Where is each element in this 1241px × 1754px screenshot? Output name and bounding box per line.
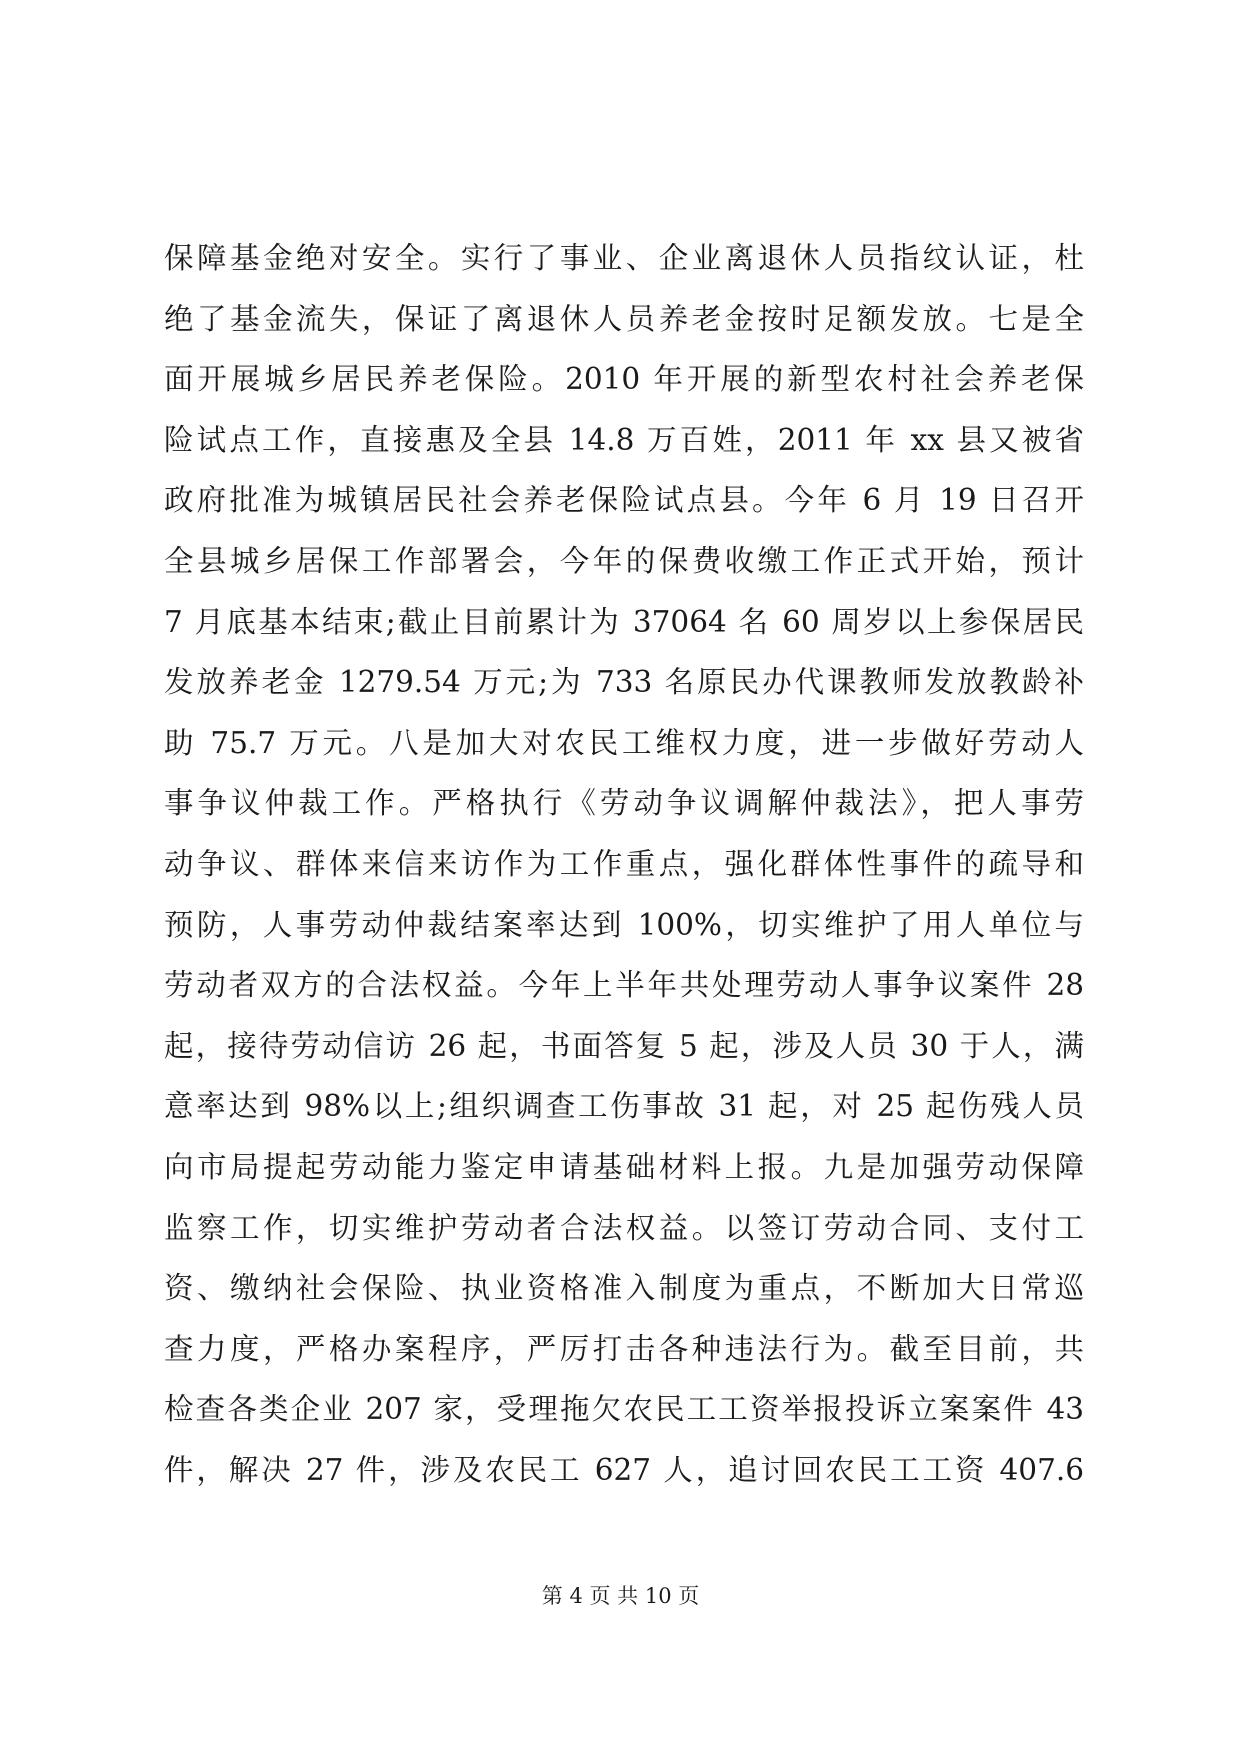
text-line: 发放养老金 1279.54 万元;为 733 名原民办代课教师发放教龄补 <box>164 665 1084 700</box>
page-footer <box>0 1581 1241 1611</box>
text-line: 保障基金绝对安全。实行了事业、企业离退休人员指纹认证，杜 <box>164 241 1084 275</box>
text-line: 动争议、群体来信来访作为工作重点，强化群体性事件的疏导和 <box>164 846 1084 881</box>
text-line: 向市局提起劳动能力鉴定申请基础材料上报。九是加强劳动保障 <box>164 1149 1084 1184</box>
text-line: 起，接待劳动信访 26 起，书面答复 5 起，涉及人员 30 于人，满 <box>164 1028 1084 1063</box>
text-line: 助 75.7 万元。八是加大对农民工维权力度，进一步做好劳动人 <box>164 725 1084 760</box>
text-line: 资、缴纳社会保险、执业资格准入制度为重点，不断加大日常巡 <box>164 1271 1084 1306</box>
text-line: 政府批准为城镇居民社会养老保险试点县。今年 6 月 19 日召开 <box>164 483 1084 518</box>
text-line: 件，解决 27 件，涉及农民工 627 人，追讨回农民工工资 407.6 <box>164 1452 1084 1487</box>
body-text <box>164 228 1084 1500</box>
text-line: 检查各类企业 207 家，受理拖欠农民工工资举报投诉立案案件 43 <box>164 1392 1084 1427</box>
text-line: 全县城乡居保工作部署会，今年的保费收缴工作正式开始，预计 <box>164 543 1084 578</box>
text-line: 绝了基金流失，保证了离退休人员养老金按时足额发放。七是全 <box>164 301 1084 336</box>
page-number-label: 第 4 页 共 10 页 <box>541 1584 700 1608</box>
text-line: 劳动者双方的合法权益。今年上半年共处理劳动人事争议案件 28 <box>164 968 1084 1003</box>
text-line: 事争议仲裁工作。严格执行《劳动争议调解仲裁法》，把人事劳 <box>164 786 1084 821</box>
text-line: 查力度，严格办案程序，严厉打击各种违法行为。截至目前，共 <box>164 1331 1084 1366</box>
text-line: 意率达到 98%以上;组织调查工伤事故 31 起，对 25 起伤残人员 <box>164 1089 1084 1124</box>
text-line: 7 月底基本结束;截止目前累计为 37064 名 60 周岁以上参保居民 <box>164 604 1084 639</box>
text-line: 面开展城乡居民养老保险。2010 年开展的新型农村社会养老保 <box>164 362 1084 397</box>
text-line: 监察工作，切实维护劳动者合法权益。以签订劳动合同、支付工 <box>164 1210 1084 1245</box>
text-line: 预防，人事劳动仲裁结案率达到 100%，切实维护了用人单位与 <box>164 907 1084 942</box>
text-line: 险试点工作，直接惠及全县 14.8 万百姓，2011 年 xx 县又被省 <box>164 422 1084 457</box>
